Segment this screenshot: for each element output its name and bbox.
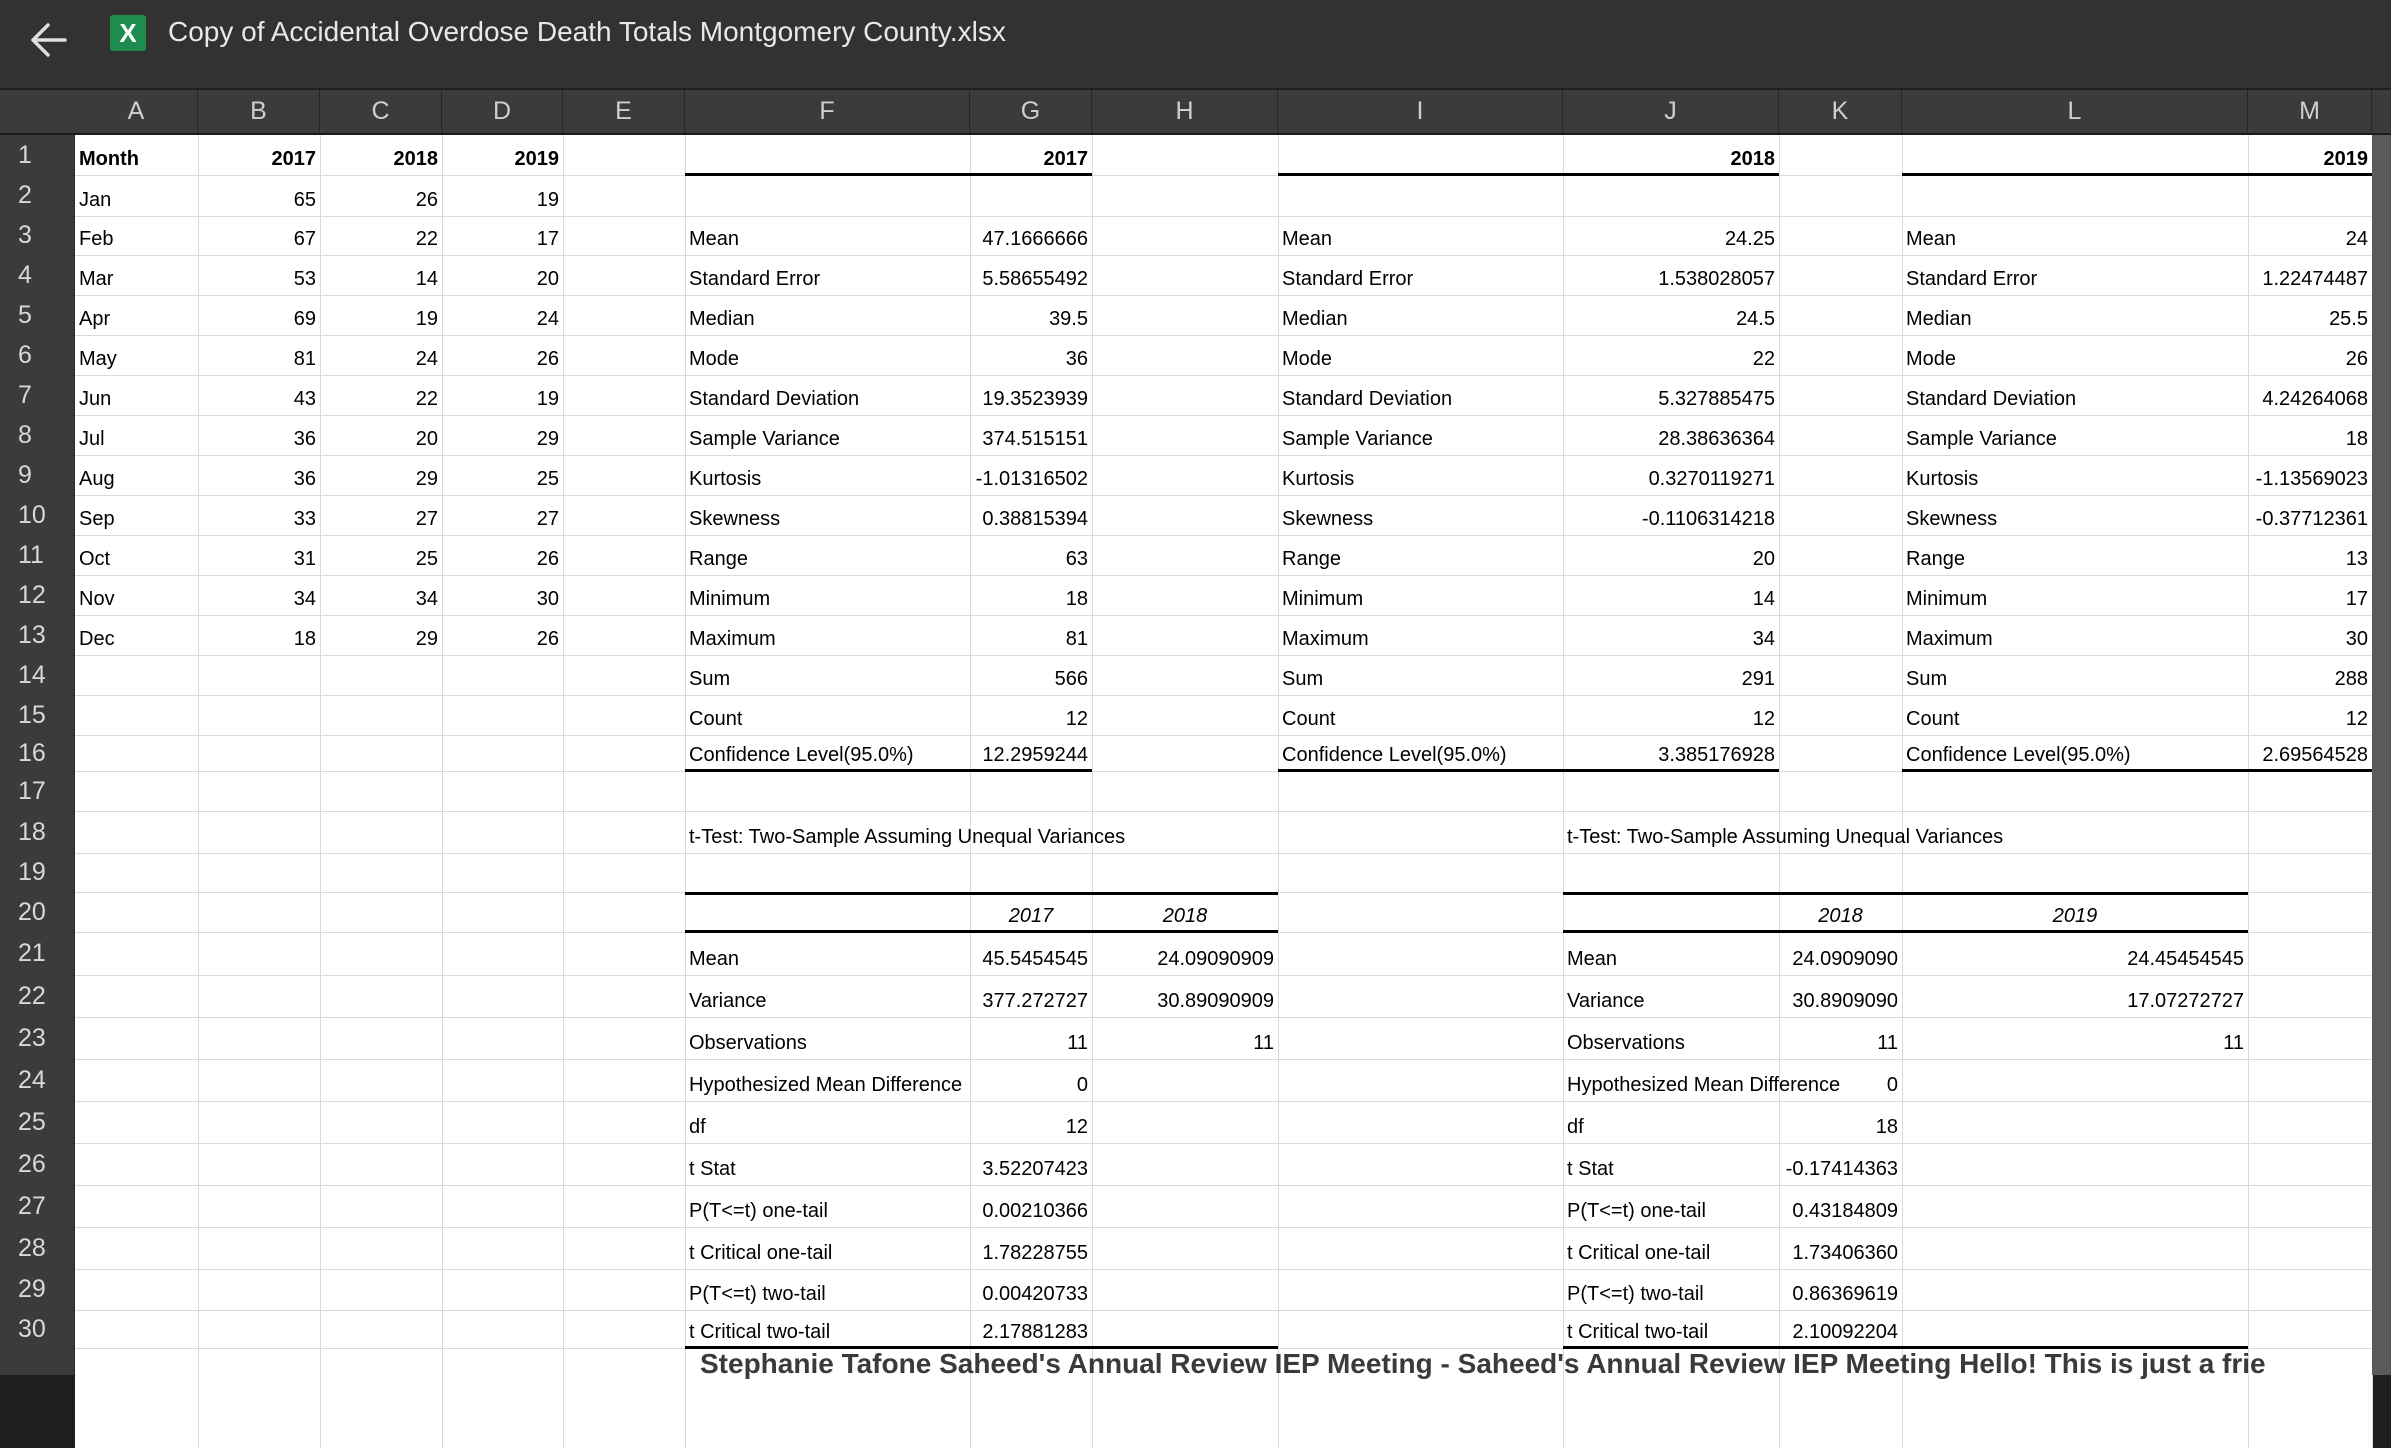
grid-line: [75, 1310, 2372, 1311]
ttest-value[interactable]: 12: [1065, 1116, 1088, 1138]
table-border: [1278, 769, 1779, 772]
stat-label[interactable]: Standard Deviation: [689, 388, 860, 410]
table-border: [685, 173, 1092, 176]
value-cell[interactable]: 34: [415, 588, 438, 610]
stat-label[interactable]: Minimum: [689, 588, 771, 610]
row-header-1[interactable]: 1: [18, 141, 32, 169]
value-cell[interactable]: 22: [415, 388, 438, 410]
grid-line: [75, 575, 2372, 576]
row-header-30[interactable]: 30: [18, 1315, 46, 1343]
stat-value[interactable]: -1.13569023: [2255, 468, 2368, 490]
stat-label[interactable]: Mode: [1282, 348, 1333, 370]
month-cell[interactable]: Jan: [79, 189, 112, 211]
stat-label[interactable]: Median: [689, 308, 755, 330]
row-header-28[interactable]: 28: [18, 1234, 46, 1262]
stat-value[interactable]: 19.3523939: [982, 388, 1088, 410]
value-cell[interactable]: 67: [293, 228, 316, 250]
stat-label[interactable]: Count: [689, 708, 743, 730]
table-border: [685, 769, 1092, 772]
ttest-value[interactable]: -0.17414363: [1785, 1158, 1898, 1180]
stat-label[interactable]: Sum: [689, 668, 731, 690]
value-cell[interactable]: 31: [293, 548, 316, 570]
table-border: [1902, 769, 2372, 772]
stat-label[interactable]: Standard Deviation: [1906, 388, 2077, 410]
ttest-value[interactable]: 0.43184809: [1792, 1200, 1898, 1222]
ttest-value[interactable]: 0: [1076, 1074, 1088, 1096]
stat-label[interactable]: Range: [1906, 548, 1965, 570]
grid-line: [75, 375, 2372, 376]
row-header-19[interactable]: 19: [18, 858, 46, 886]
ttest-value[interactable]: [1092, 1282, 1278, 1308]
value-cell[interactable]: 33: [293, 508, 316, 530]
value-cell[interactable]: 53: [293, 268, 316, 290]
ttest-value[interactable]: 0.00210366: [982, 1200, 1088, 1222]
column-header-i[interactable]: I: [1278, 90, 1563, 133]
row-header-9[interactable]: 9: [18, 461, 32, 489]
back-arrow-icon: [28, 22, 68, 58]
stat-value[interactable]: 30: [2345, 628, 2368, 650]
ttest-value[interactable]: 11: [1067, 1032, 1088, 1054]
stats-header-2018[interactable]: 2018: [1730, 148, 1775, 170]
stat-value[interactable]: 18: [1065, 588, 1088, 610]
value-cell[interactable]: 20: [415, 428, 438, 450]
row-header-25[interactable]: 25: [18, 1108, 46, 1136]
stat-label[interactable]: Kurtosis: [689, 468, 762, 490]
value-cell[interactable]: 20: [536, 268, 559, 290]
ttest-label[interactable]: Mean: [689, 948, 740, 970]
month-cell[interactable]: May: [79, 348, 117, 370]
column-header-m[interactable]: M: [2248, 90, 2372, 133]
ttest-value[interactable]: 0: [1886, 1074, 1898, 1096]
month-cell[interactable]: Feb: [79, 228, 114, 250]
ttest-title[interactable]: t-Test: Two-Sample Assuming Unequal Variances: [689, 826, 1126, 848]
row-header-7[interactable]: 7: [18, 381, 32, 409]
stat-value[interactable]: 47.1666666: [982, 228, 1088, 250]
ttest-value[interactable]: 18: [1875, 1116, 1898, 1138]
ttest-value[interactable]: [1092, 1157, 1278, 1183]
grid-line: [75, 535, 2372, 536]
stat-value[interactable]: 4.24264068: [2262, 388, 2368, 410]
stat-label[interactable]: Mean: [1906, 228, 1957, 250]
value-cell[interactable]: 43: [293, 388, 316, 410]
stat-value[interactable]: 5.327885475: [1658, 388, 1775, 410]
row-header-5[interactable]: 5: [18, 301, 32, 329]
stat-value[interactable]: 0.3270119271: [1648, 468, 1775, 490]
grid-line: [75, 853, 2372, 854]
value-cell[interactable]: 69: [293, 308, 316, 330]
value-cell[interactable]: 19: [415, 308, 438, 330]
stat-value[interactable]: 22: [1752, 348, 1775, 370]
month-cell[interactable]: Sep: [79, 508, 115, 530]
grid-line: [75, 1101, 2372, 1102]
back-button[interactable]: [18, 10, 78, 70]
ttest-value[interactable]: 24.09090909: [1157, 948, 1274, 970]
stat-label[interactable]: Maximum: [1906, 628, 1993, 650]
stat-label[interactable]: Skewness: [1906, 508, 1998, 530]
ttest-value[interactable]: 17.07272727: [2127, 990, 2244, 1012]
stat-value[interactable]: 12: [2345, 708, 2368, 730]
row-header-3[interactable]: 3: [18, 221, 32, 249]
grid-line: [75, 255, 2372, 256]
stat-value[interactable]: 12: [1752, 708, 1775, 730]
row-header-23[interactable]: 23: [18, 1024, 46, 1052]
ttest-value[interactable]: [1902, 1115, 2248, 1141]
value-cell[interactable]: 36: [293, 428, 316, 450]
row-header-13[interactable]: 13: [18, 621, 46, 649]
table-border: [1902, 173, 2372, 176]
value-cell[interactable]: 26: [415, 189, 438, 211]
stat-label[interactable]: Range: [689, 548, 748, 570]
ttest-value[interactable]: 3.52207423: [982, 1158, 1088, 1180]
month-cell[interactable]: Jun: [79, 388, 112, 410]
ttest-title[interactable]: t-Test: Two-Sample Assuming Unequal Variances: [1567, 826, 2004, 848]
stat-value[interactable]: -1.01316502: [975, 468, 1088, 490]
grid-line: [75, 1017, 2372, 1018]
stat-value[interactable]: 5.58655492: [982, 268, 1088, 290]
value-cell[interactable]: 29: [415, 628, 438, 650]
month-cell[interactable]: Aug: [79, 468, 115, 490]
value-cell[interactable]: 14: [415, 268, 438, 290]
table-border: [1563, 892, 2248, 895]
ttest-label[interactable]: Mean: [1567, 948, 1618, 970]
row-header-16[interactable]: 16: [18, 739, 46, 767]
ttest-label[interactable]: df: [689, 1116, 706, 1138]
stats-header-2019[interactable]: 2019: [2323, 148, 2368, 170]
ttest-value[interactable]: 11: [1253, 1032, 1274, 1054]
month-cell[interactable]: Oct: [79, 548, 111, 570]
column-header-a[interactable]: A: [75, 90, 198, 133]
stat-label[interactable]: Mode: [1906, 348, 1957, 370]
row-header-20[interactable]: 20: [18, 898, 46, 926]
value-cell[interactable]: 36: [293, 468, 316, 490]
value-cell[interactable]: 27: [536, 508, 559, 530]
stat-value[interactable]: -0.37712361: [2255, 508, 2368, 530]
ttest-value[interactable]: 30.8909090: [1792, 990, 1898, 1012]
month-cell[interactable]: Nov: [79, 588, 115, 610]
grid-line: [75, 735, 2372, 736]
grid-line: [75, 1185, 2372, 1186]
ttest-label[interactable]: P(T<=t) two-tail: [1567, 1283, 1704, 1305]
stat-value[interactable]: 25.5: [2329, 308, 2368, 330]
document-title: Copy of Accidental Overdose Death Totals Montgomery County.xlsx: [168, 16, 1006, 47]
ttest-label[interactable]: Observations: [689, 1032, 807, 1054]
ttest-label[interactable]: t Critical one-tail: [689, 1242, 833, 1264]
stat-value[interactable]: 24.25: [1724, 228, 1775, 250]
grid-line: [563, 135, 564, 1448]
grid-line: [75, 1059, 2372, 1060]
value-cell[interactable]: 19: [536, 388, 559, 410]
stat-label[interactable]: Mode: [689, 348, 740, 370]
grid-line: [75, 216, 2372, 217]
stat-value[interactable]: 20: [1752, 548, 1775, 570]
column-headers: [0, 90, 2391, 135]
stat-label[interactable]: Confidence Level(95.0%): [1906, 744, 2131, 766]
stat-value[interactable]: 36: [1065, 348, 1088, 370]
row-headers: [0, 135, 74, 1375]
row-header-11[interactable]: 11: [18, 541, 44, 569]
grid-line: [75, 1143, 2372, 1144]
ttest-value[interactable]: [1902, 1199, 2248, 1225]
stats-header-2017[interactable]: 2017: [1043, 148, 1088, 170]
stat-value[interactable]: 18: [2345, 428, 2368, 450]
stat-label[interactable]: Sample Variance: [1906, 428, 2057, 450]
table-border: [685, 930, 1278, 933]
ttest-label[interactable]: P(T<=t) one-tail: [1567, 1200, 1706, 1222]
ttest-value[interactable]: 377.272727: [982, 990, 1088, 1012]
right-edge-overflow: [2372, 135, 2391, 1375]
ttest-label[interactable]: Variance: [1567, 990, 1645, 1012]
ttest-value[interactable]: 11: [1877, 1032, 1898, 1054]
value-cell[interactable]: 29: [536, 428, 559, 450]
stat-value[interactable]: 13: [2345, 548, 2368, 570]
stat-value[interactable]: 39.5: [1049, 308, 1088, 330]
stat-label[interactable]: Maximum: [1282, 628, 1369, 650]
stat-label[interactable]: Sample Variance: [1282, 428, 1433, 450]
ttest-label[interactable]: t Stat: [1567, 1158, 1614, 1180]
row-header-6[interactable]: 6: [18, 341, 32, 369]
ttest-value[interactable]: 1.78228755: [982, 1242, 1088, 1264]
column-header-g[interactable]: G: [970, 90, 1092, 133]
ttest-col-header[interactable]: 2017: [1008, 905, 1054, 927]
value-cell[interactable]: 25: [536, 468, 559, 490]
row-header-22[interactable]: 22: [18, 982, 46, 1010]
ttest-label[interactable]: t Stat: [689, 1158, 736, 1180]
month-cell[interactable]: Mar: [79, 268, 114, 290]
stat-label[interactable]: Skewness: [1282, 508, 1374, 530]
ttest-value[interactable]: 24.0909090: [1792, 948, 1898, 970]
table-header-cell[interactable]: 2018: [393, 148, 438, 170]
column-header-j[interactable]: J: [1563, 90, 1779, 133]
value-cell[interactable]: 24: [536, 308, 559, 330]
ttest-value[interactable]: [1902, 1073, 2248, 1099]
spreadsheet: [0, 90, 2391, 1375]
stat-value[interactable]: 12.2959244: [982, 744, 1088, 766]
stat-value[interactable]: 291: [1741, 668, 1775, 690]
grid-line: [75, 495, 2372, 496]
column-header-d[interactable]: D: [442, 90, 563, 133]
stat-label[interactable]: Mean: [1282, 228, 1333, 250]
ttest-value[interactable]: 11: [2223, 1032, 2244, 1054]
table-header-cell[interactable]: 2019: [514, 148, 559, 170]
ttest-value[interactable]: [1902, 1241, 2248, 1267]
ttest-value[interactable]: 0.86369619: [1792, 1283, 1898, 1305]
stat-value[interactable]: 0.38815394: [982, 508, 1088, 530]
grid-line: [75, 1269, 2372, 1270]
stat-value[interactable]: 3.385176928: [1658, 744, 1775, 766]
ttest-label[interactable]: df: [1567, 1116, 1584, 1138]
grid-line: [75, 335, 2372, 336]
value-cell[interactable]: 26: [536, 548, 559, 570]
row-header-26[interactable]: 26: [18, 1150, 46, 1178]
column-header-e[interactable]: E: [563, 90, 685, 133]
stat-label[interactable]: Mean: [689, 228, 740, 250]
stat-label[interactable]: Confidence Level(95.0%): [1282, 744, 1507, 766]
value-cell[interactable]: 81: [293, 348, 316, 370]
ttest-value[interactable]: 1.73406360: [1792, 1242, 1898, 1264]
stat-label[interactable]: Sum: [1906, 668, 1948, 690]
value-cell[interactable]: 26: [536, 628, 559, 650]
stat-value[interactable]: 566: [1054, 668, 1088, 690]
ttest-value[interactable]: [1092, 1199, 1278, 1225]
stat-value[interactable]: 63: [1065, 548, 1088, 570]
month-cell[interactable]: Apr: [79, 308, 111, 330]
ttest-value[interactable]: [1092, 1320, 1278, 1346]
stat-label[interactable]: Maximum: [689, 628, 776, 650]
row-header-10[interactable]: 10: [18, 501, 46, 529]
stat-label[interactable]: Confidence Level(95.0%): [689, 744, 914, 766]
ttest-value[interactable]: [1902, 1157, 2248, 1183]
stat-label[interactable]: Count: [1906, 708, 1960, 730]
row-header-12[interactable]: 12: [18, 581, 46, 609]
stat-label[interactable]: Range: [1282, 548, 1341, 570]
ttest-value[interactable]: 2.10092204: [1792, 1321, 1898, 1343]
stat-label[interactable]: Standard Error: [1282, 268, 1414, 290]
stat-label[interactable]: Sample Variance: [689, 428, 840, 450]
table-border: [685, 892, 1278, 895]
month-cell[interactable]: Jul: [79, 428, 105, 450]
value-cell[interactable]: 18: [293, 628, 316, 650]
grid-line: [75, 455, 2372, 456]
column-header-k[interactable]: K: [1779, 90, 1902, 133]
grid-line: [75, 811, 2372, 812]
month-cell[interactable]: Dec: [79, 628, 115, 650]
column-header-h[interactable]: H: [1092, 90, 1278, 133]
stat-value[interactable]: 26: [2345, 348, 2368, 370]
ttest-value[interactable]: 45.5454545: [982, 948, 1088, 970]
column-header-l[interactable]: L: [1902, 90, 2248, 133]
table-border: [1278, 173, 1779, 176]
stat-label[interactable]: Standard Error: [689, 268, 821, 290]
value-cell[interactable]: 19: [536, 189, 559, 211]
stat-label[interactable]: Median: [1282, 308, 1348, 330]
row-header-15[interactable]: 15: [18, 701, 46, 729]
stat-value[interactable]: 34: [1752, 628, 1775, 650]
row-header-24[interactable]: 24: [18, 1066, 46, 1094]
row-header-27[interactable]: 27: [18, 1192, 46, 1220]
row-header-29[interactable]: 29: [18, 1275, 46, 1303]
stat-value[interactable]: 288: [2334, 668, 2368, 690]
ttest-label[interactable]: Observations: [1567, 1032, 1685, 1054]
stat-value[interactable]: 81: [1065, 628, 1088, 650]
grid-line: [75, 975, 2372, 976]
grid-line: [75, 295, 2372, 296]
row-header-4[interactable]: 4: [18, 261, 32, 289]
ttest-label[interactable]: t Critical two-tail: [1567, 1321, 1709, 1343]
excel-file-icon: X: [110, 15, 146, 51]
stat-value[interactable]: 1.538028057: [1658, 268, 1775, 290]
stat-value[interactable]: 12: [1065, 708, 1088, 730]
column-header-b[interactable]: B: [198, 90, 320, 133]
value-cell[interactable]: 29: [415, 468, 438, 490]
stat-value[interactable]: 374.515151: [982, 428, 1088, 450]
ttest-col-header[interactable]: 2018: [1162, 905, 1208, 927]
stat-label[interactable]: Standard Deviation: [1282, 388, 1453, 410]
ttest-value[interactable]: 2.17881283: [982, 1321, 1088, 1343]
grid-line: [75, 615, 2372, 616]
stat-value[interactable]: 24: [2345, 228, 2368, 250]
stat-label[interactable]: Sum: [1282, 668, 1324, 690]
value-cell[interactable]: 34: [293, 588, 316, 610]
row-header-18[interactable]: 18: [18, 818, 46, 846]
grid-line: [75, 415, 2372, 416]
value-cell[interactable]: 22: [415, 228, 438, 250]
ttest-label[interactable]: Hypothesized Mean Difference: [1567, 1074, 1841, 1096]
stat-value[interactable]: 1.22474487: [2262, 268, 2368, 290]
stat-label[interactable]: Standard Error: [1906, 268, 2038, 290]
stat-label[interactable]: Minimum: [1282, 588, 1364, 610]
row-header-17[interactable]: 17: [18, 777, 46, 805]
ttest-value[interactable]: 24.45454545: [2127, 948, 2244, 970]
table-header-cell[interactable]: 2017: [271, 148, 316, 170]
ttest-label[interactable]: Variance: [689, 990, 767, 1012]
ttest-value[interactable]: [1092, 1073, 1278, 1099]
stat-label[interactable]: Minimum: [1906, 588, 1988, 610]
stat-value[interactable]: 28.38636364: [1658, 428, 1775, 450]
ttest-label[interactable]: P(T<=t) two-tail: [689, 1283, 826, 1305]
row-header-2[interactable]: 2: [18, 181, 32, 209]
ttest-col-header[interactable]: 2018: [1818, 905, 1863, 927]
stat-value[interactable]: -0.1106314218: [1641, 508, 1775, 530]
stat-label[interactable]: Median: [1906, 308, 1972, 330]
stat-label[interactable]: Kurtosis: [1282, 468, 1355, 490]
value-cell[interactable]: 17: [536, 228, 559, 250]
stat-label[interactable]: Kurtosis: [1906, 468, 1979, 490]
ttest-value[interactable]: 0.00420733: [982, 1283, 1088, 1305]
value-cell[interactable]: 27: [415, 508, 438, 530]
background-email-text: Stephanie Tafone Saheed's Annual Review IEP Meeting - Saheed's Annual Review IEP Meeting Hello! This is just a frie: [700, 1348, 2266, 1379]
stat-value[interactable]: 24.5: [1736, 308, 1775, 330]
row-header-21[interactable]: 21: [18, 939, 46, 967]
ttest-col-header[interactable]: 2019: [2052, 905, 2098, 927]
column-header-f[interactable]: F: [685, 90, 970, 133]
stat-value[interactable]: 2.69564528: [2262, 744, 2368, 766]
value-cell[interactable]: 25: [415, 548, 438, 570]
ttest-value[interactable]: [1902, 1282, 2248, 1308]
grid-line: [75, 1227, 2372, 1228]
value-cell[interactable]: 30: [536, 588, 559, 610]
ttest-value[interactable]: [1092, 1241, 1278, 1267]
stat-value[interactable]: 14: [1752, 588, 1775, 610]
ttest-label[interactable]: Hypothesized Mean Difference: [689, 1074, 963, 1096]
title-bar: [0, 0, 2391, 88]
table-header-cell[interactable]: Month: [79, 148, 139, 170]
value-cell[interactable]: 65: [293, 189, 316, 211]
row-header-8[interactable]: 8: [18, 421, 32, 449]
grid-line: [75, 655, 2372, 656]
ttest-value[interactable]: 30.89090909: [1157, 990, 1274, 1012]
table-border: [1563, 930, 2248, 933]
stat-label[interactable]: Count: [1282, 708, 1336, 730]
ttest-value[interactable]: [1092, 1115, 1278, 1141]
cell-grid[interactable]: [75, 135, 2372, 1448]
grid-line: [75, 695, 2372, 696]
stat-label[interactable]: Skewness: [689, 508, 781, 530]
row-header-14[interactable]: 14: [18, 661, 46, 689]
ttest-label[interactable]: t Critical two-tail: [689, 1321, 831, 1343]
value-cell[interactable]: 26: [536, 348, 559, 370]
column-header-c[interactable]: C: [320, 90, 442, 133]
ttest-value[interactable]: [1902, 1320, 2248, 1346]
value-cell[interactable]: 24: [415, 348, 438, 370]
ttest-label[interactable]: P(T<=t) one-tail: [689, 1200, 828, 1222]
ttest-label[interactable]: t Critical one-tail: [1567, 1242, 1711, 1264]
stat-value[interactable]: 17: [2345, 588, 2368, 610]
